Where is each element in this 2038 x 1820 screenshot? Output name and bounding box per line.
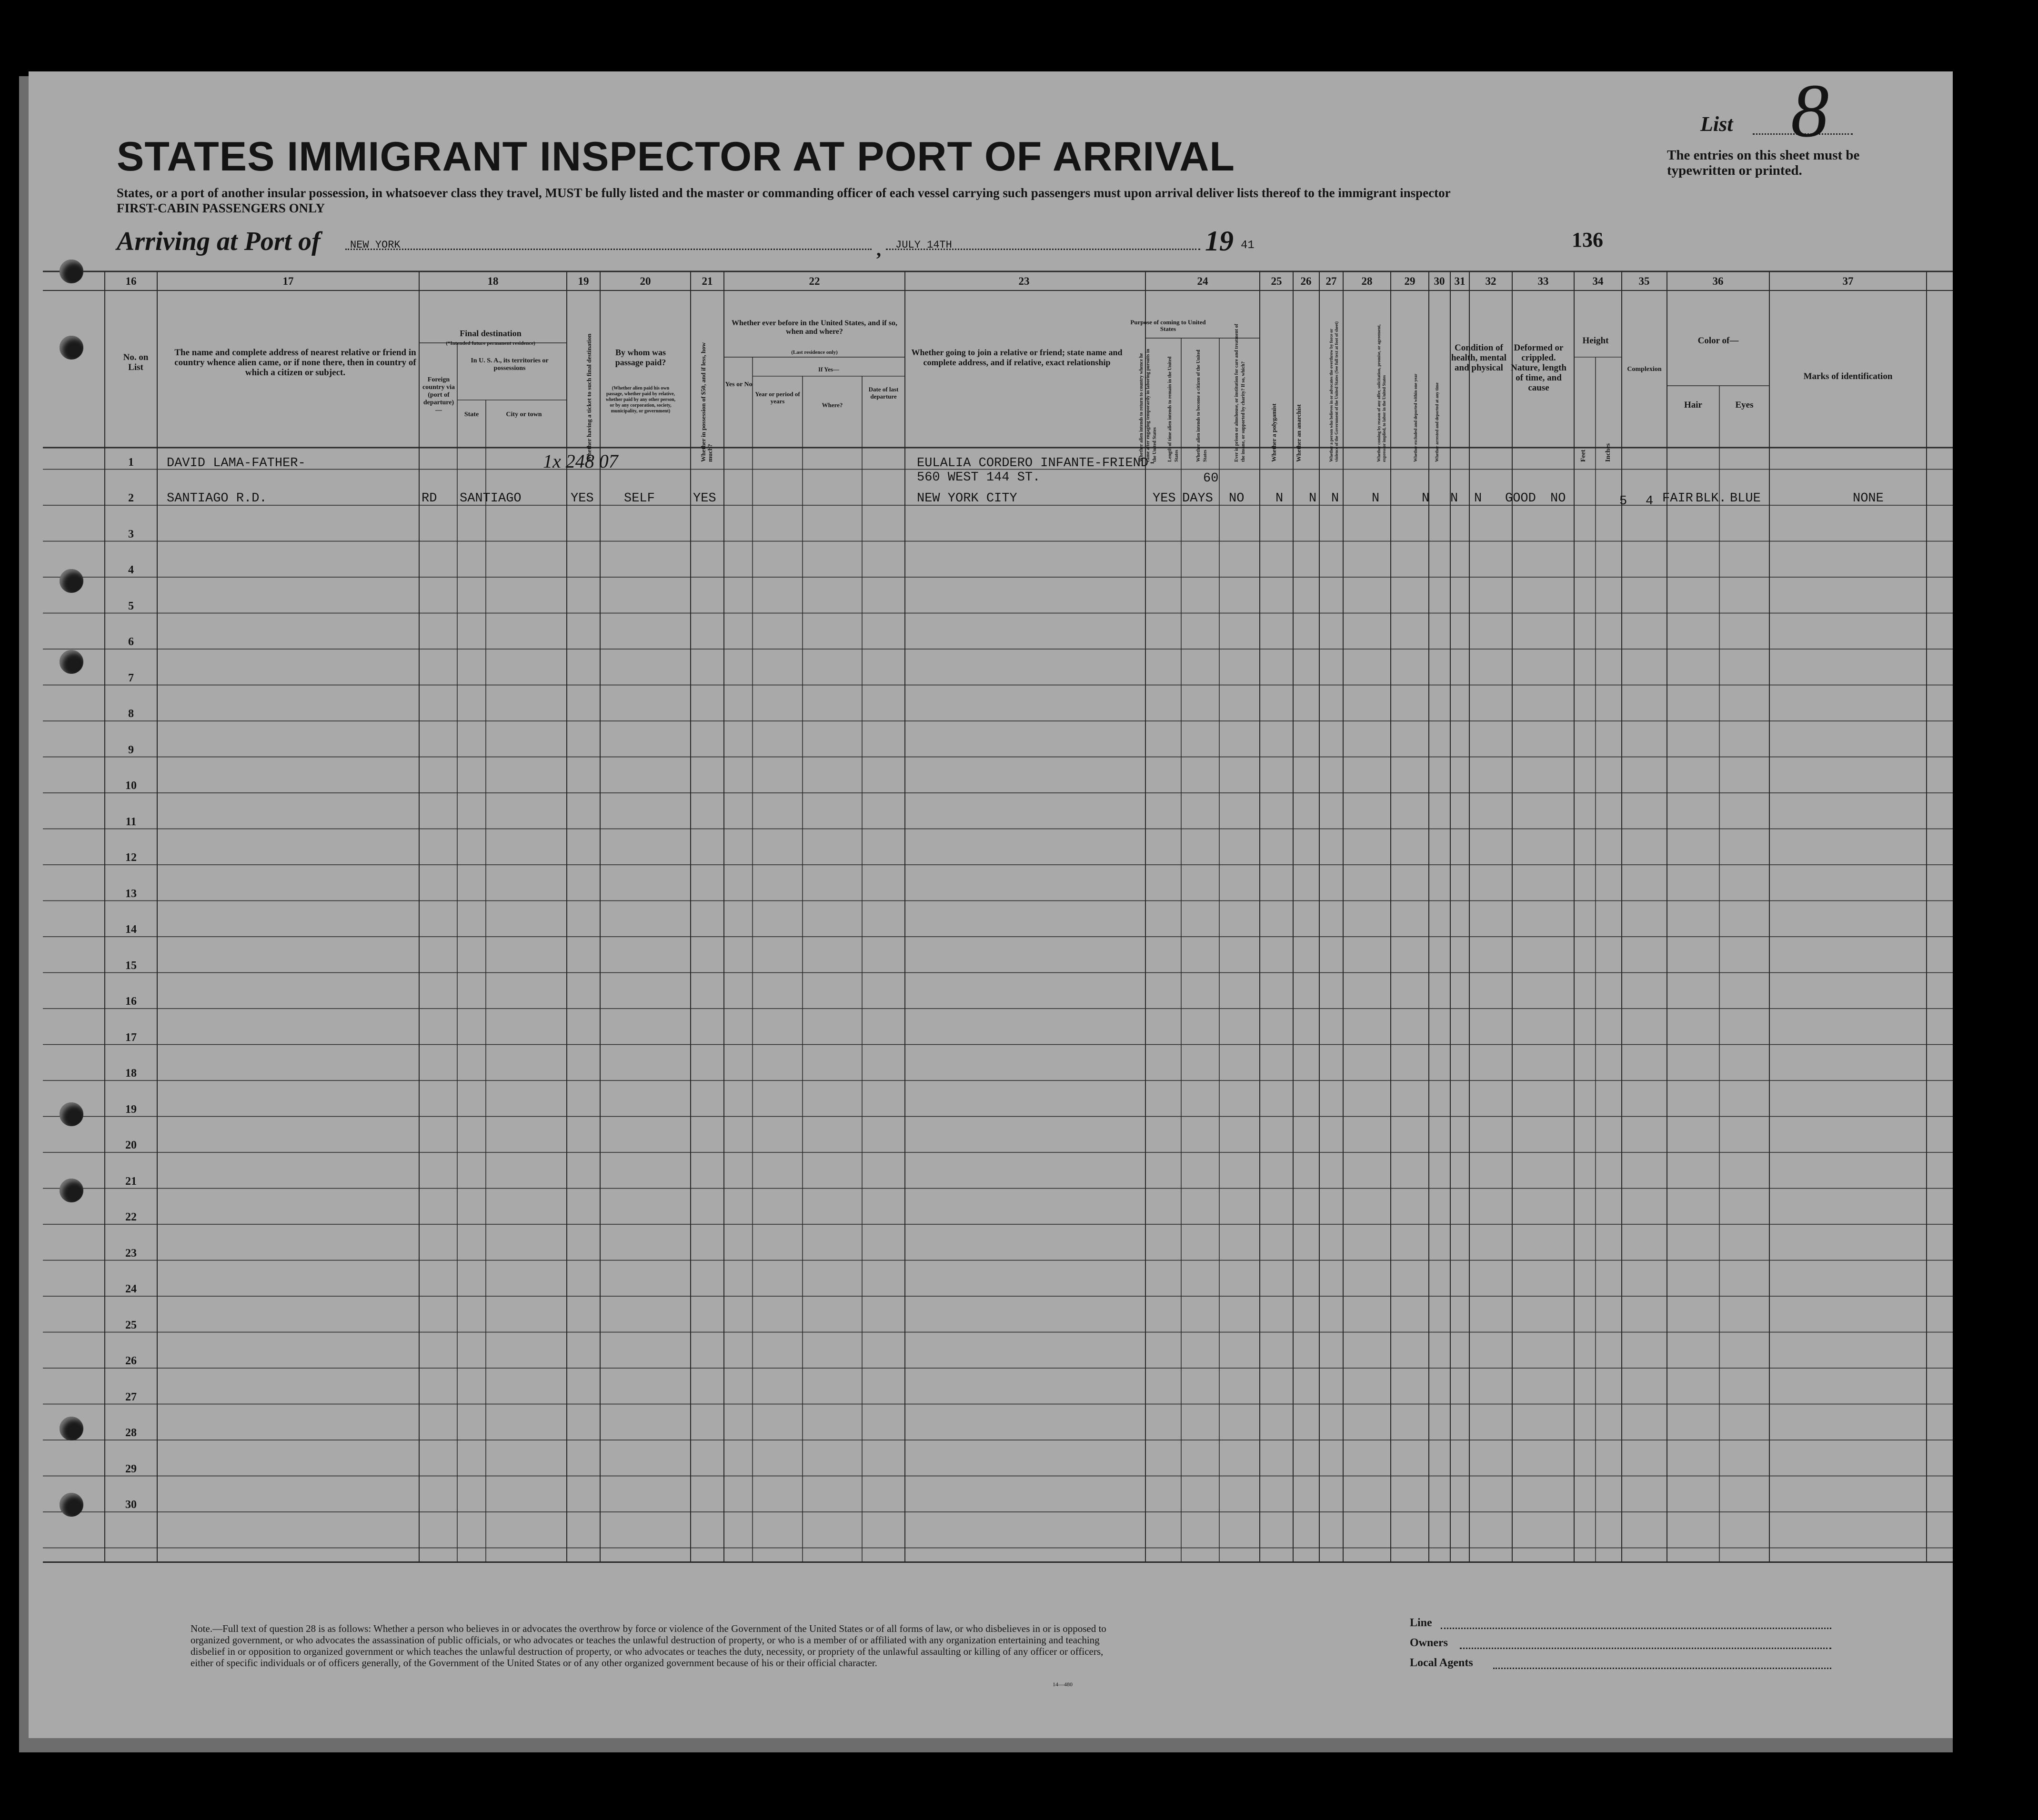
subtitle-line1: States, or a port of another insular possession, in whatsoever class they travel, MUST be fully listed and the master or commanding officer of each vessel carrying such passengers must upon arrival deliver lists thereof to the immigrant inspector: [117, 186, 1451, 200]
heading-city-or-town: City or town: [506, 411, 542, 418]
row-number: 29: [125, 1462, 137, 1475]
row-number: 20: [125, 1139, 137, 1151]
entry-q26: N: [1309, 491, 1317, 506]
heading-possession: Whether in possession of $50, and if less, how much?: [700, 342, 713, 462]
row-number: 16: [125, 995, 137, 1008]
heading-final-destination: Final destination: [460, 329, 522, 338]
list-label: List: [1700, 112, 1733, 136]
heading-final-destination-note: (*Intended future permanent residence): [446, 340, 535, 346]
entry-ticket: YES: [571, 491, 594, 506]
entry-relative-line1: DAVID LAMA-FATHER-: [167, 456, 306, 470]
heading-eyes: Eyes: [1735, 400, 1754, 410]
row-number: 17: [125, 1031, 137, 1044]
entry-complexion: FAIR: [1662, 491, 1693, 506]
column-number: 19: [578, 275, 589, 287]
column-number: 16: [125, 275, 137, 287]
column-number: 32: [1485, 275, 1496, 287]
heading-yes-or-no: Yes or No: [725, 381, 753, 388]
column-number: 18: [487, 275, 499, 287]
row-number: 27: [125, 1390, 137, 1403]
heading-by-whom: By whom was passage paid?: [615, 348, 666, 367]
entry-q29: N: [1422, 491, 1430, 506]
heading-color-of: Color of—: [1697, 336, 1739, 346]
heading-marks: Marks of identification: [1803, 371, 1893, 381]
column-number: 35: [1638, 275, 1650, 287]
heading-prison: Ever in prison or almshouse, or institution for care and treatment of the insane, or supported by charity? If so, which?: [1234, 324, 1246, 462]
column-number: 23: [1018, 275, 1030, 287]
year-suffix: 41: [1241, 239, 1255, 252]
entry-possession: YES: [693, 491, 716, 506]
owners-underline: [1460, 1648, 1831, 1649]
column-number: 22: [809, 275, 820, 287]
heading-q30: Whether excluded and deported within one year: [1413, 373, 1418, 462]
row-number: 8: [128, 708, 134, 720]
entry-health: GOOD: [1505, 491, 1536, 506]
entry-q24-length: DAYS: [1182, 491, 1213, 506]
row-number: 28: [125, 1427, 137, 1439]
heading-feet: Feet: [1580, 450, 1587, 462]
binder-hole: [60, 1102, 83, 1126]
heading-purpose-length: Length of time alien intends to remain in the United States: [1167, 356, 1179, 462]
column-number: 29: [1404, 275, 1416, 287]
heading-health: Condition of health, mental and physical: [1451, 343, 1507, 373]
binder-hole: [60, 1179, 83, 1202]
heading-no-on-list: No. on List: [123, 352, 149, 372]
entry-handwritten-ref: 1x 248 07: [543, 450, 618, 472]
entry-q24-citizen: NO: [1229, 491, 1245, 506]
heading-if-yes: If Yes—: [818, 366, 839, 373]
heading-deformed: Deformed or crippled. Nature, length of time, and cause: [1511, 343, 1566, 393]
column-number: 34: [1592, 275, 1604, 287]
row-number: 25: [125, 1319, 137, 1331]
arriving-label: Arriving at Port of: [117, 227, 321, 256]
column-number: 20: [640, 275, 651, 287]
column-number: 21: [702, 275, 713, 287]
row-number: 26: [125, 1355, 137, 1367]
row-number: 24: [125, 1283, 137, 1295]
column-number: 31: [1454, 275, 1466, 287]
instruction-text: The entries on this sheet must be typewritten or printed.: [1667, 148, 1860, 178]
row-number: 18: [125, 1067, 137, 1080]
entry-deformed: NO: [1550, 491, 1566, 506]
row-number: 23: [125, 1247, 137, 1260]
date-value: JULY 14TH: [895, 239, 952, 251]
heading-ever-before: Whether ever before in the United States, and if so, when and where?: [732, 319, 897, 336]
binder-hole: [60, 650, 83, 674]
entry-foreign-country: RD: [422, 491, 437, 506]
binder-hole: [60, 569, 83, 593]
heading-purpose-return: Whether alien intends to return to country whence he came after engaging temporarily in laboring pursuits in the United States: [1139, 349, 1157, 462]
row-number: 10: [125, 780, 137, 792]
heading-foreign-country: Foreign country via (port of departure)—: [422, 376, 455, 414]
list-number: 8: [1791, 71, 1829, 153]
heading-height: Height: [1582, 336, 1609, 346]
form-code: 14—480: [1053, 1681, 1073, 1688]
row-number: 3: [128, 528, 134, 540]
heading-state: State: [464, 411, 479, 418]
comma: ,: [876, 239, 881, 260]
binder-hole: [60, 336, 83, 360]
line-underline: [1441, 1628, 1831, 1629]
table-grid: [29, 71, 1953, 1738]
footer-note: Note.—Full text of question 28 is as follows: Whether a person who believes in or advocates the overthrow by force or violence of the Government of the United States or of all forms of law, or who disbelieves in or is opposed to organized government, or who advocates the assassination of public officials, or who advocates or teaches the unlawful destruction of property, or who is a member of or affiliated with any organization entertaining and teaching disbelief in or opposition to organized government or which teaches the unlawful destruction of property, or who advocates or teaches the duty, necessity, or propriety of the unlawful assaulting or killing of any officer or officers, either of specific individuals or of officers generally, of the Government of the United States or of any other organized government because of his or their official character.: [191, 1623, 1106, 1669]
row-number: 4: [128, 564, 134, 576]
local-agents-underline: [1493, 1668, 1831, 1669]
heading-q29: Whether coming by reason of any offer, solicitation, promise, or agreement, express or implied, to labor in the United States: [1376, 324, 1386, 462]
heading-purpose: Purpose of coming to United States: [1130, 319, 1206, 332]
heading-purpose-citizen: Whether alien intends to become a citizen of the United States: [1196, 350, 1208, 462]
heading-nearest-relative: The name and complete address of nearest relative or friend in country whence alien came, or if none there, then in country of which a citizen or subject.: [174, 348, 416, 378]
owners-label: Owners: [1410, 1637, 1448, 1649]
entry-q28: N: [1372, 491, 1380, 506]
row-number: 9: [128, 743, 134, 756]
year-prefix: 19: [1205, 225, 1234, 257]
heading-going-to-join: Whether going to join a relative or friend; state name and complete address, and if relative, exact relationship: [911, 348, 1123, 367]
row-number: 5: [128, 600, 134, 612]
entry-feet: 5: [1619, 494, 1627, 509]
column-number: 33: [1537, 275, 1549, 287]
binder-hole: [60, 260, 83, 283]
page-number: 136: [1572, 228, 1603, 251]
binder-hole: [60, 1493, 83, 1517]
entry-passage-paid-by: SELF: [624, 491, 655, 506]
heading-date-last-departure: Date of last departure: [868, 386, 899, 400]
column-number: 27: [1325, 275, 1337, 287]
entry-q25: N: [1275, 491, 1284, 506]
row-number: 6: [128, 636, 134, 648]
page-title: STATES IMMIGRANT INSPECTOR AT PORT OF ARRIVAL: [117, 134, 1235, 180]
row-number: 21: [125, 1175, 137, 1188]
row-number: 12: [125, 851, 137, 864]
entry-hair: BLK.: [1696, 491, 1727, 506]
entry-q31: N: [1474, 491, 1482, 506]
heading-anarchist: Whether an anarchist: [1295, 404, 1302, 462]
line-label: Line: [1410, 1617, 1432, 1629]
heading-q28: Whether a person who believes in or advocates the overthrow by force or violence of the Government of the United States (See full text at foot of sheet): [1329, 321, 1339, 462]
column-number: 30: [1434, 275, 1445, 287]
heading-in-usa: In U. S. A., its territories or possessions: [471, 357, 549, 372]
entry-q24-return: YES: [1153, 491, 1176, 506]
port-value: NEW YORK: [350, 239, 401, 251]
heading-q31: Whether arrested and deported at any time: [1435, 382, 1439, 462]
row-number: 2: [128, 492, 134, 504]
row-number: 30: [125, 1499, 137, 1511]
heading-ever-before-note: (Last residence only): [791, 350, 838, 355]
heading-hair: Hair: [1684, 400, 1702, 410]
entry-join-line3: NEW YORK CITY: [917, 491, 1017, 506]
heading-complexion: Complexion: [1627, 366, 1662, 373]
manifest-sheet: [29, 71, 1953, 1738]
local-agents-label: Local Agents: [1410, 1657, 1473, 1669]
heading-inches: Inches: [1605, 443, 1612, 462]
row-number: 7: [128, 671, 134, 684]
column-number: 37: [1842, 275, 1854, 287]
entry-join-line2: 560 WEST 144 ST.: [917, 470, 1041, 485]
column-number: 24: [1197, 275, 1208, 287]
entry-join-line1: EULALIA CORDERO INFANTE-FRIEND-: [917, 456, 1156, 470]
column-number: 25: [1271, 275, 1282, 287]
row-number: 13: [125, 887, 137, 900]
entry-eyes: BLUE: [1730, 491, 1761, 506]
subtitle-line2: FIRST-CABIN PASSENGERS ONLY: [117, 201, 325, 215]
row-number: 15: [125, 959, 137, 972]
heading-year-or-period: Year or period of years: [755, 390, 800, 405]
heading-ticket: Whether having a ticket to such final destination: [585, 333, 592, 462]
row-number: 11: [125, 815, 137, 828]
row-number: 19: [125, 1103, 137, 1116]
row-number: 1: [128, 456, 134, 469]
column-number: 26: [1300, 275, 1312, 287]
entry-state: SANTIAGO: [460, 491, 522, 506]
row-number: 14: [125, 923, 137, 936]
binder-hole: [60, 1417, 83, 1440]
entry-relative-line2: SANTIAGO R.D.: [167, 491, 267, 506]
entry-q27: N: [1331, 491, 1339, 506]
entry-inches: 4: [1646, 494, 1654, 509]
column-number: 36: [1712, 275, 1724, 287]
entry-marks: NONE: [1853, 491, 1884, 506]
heading-polygamist: Whether a polygamist: [1270, 403, 1277, 462]
entry-q24-length-top: 60: [1203, 471, 1219, 486]
heading-by-whom-note: (Whether alien paid his own passage, whether paid by relative, whether paid by any other person, or by any corporation, society, municipality, or government): [605, 386, 676, 414]
column-number: 28: [1361, 275, 1373, 287]
column-number: 17: [282, 275, 294, 287]
heading-where: Where?: [822, 401, 843, 409]
entry-q30: N: [1450, 491, 1458, 506]
row-number: 22: [125, 1211, 137, 1223]
